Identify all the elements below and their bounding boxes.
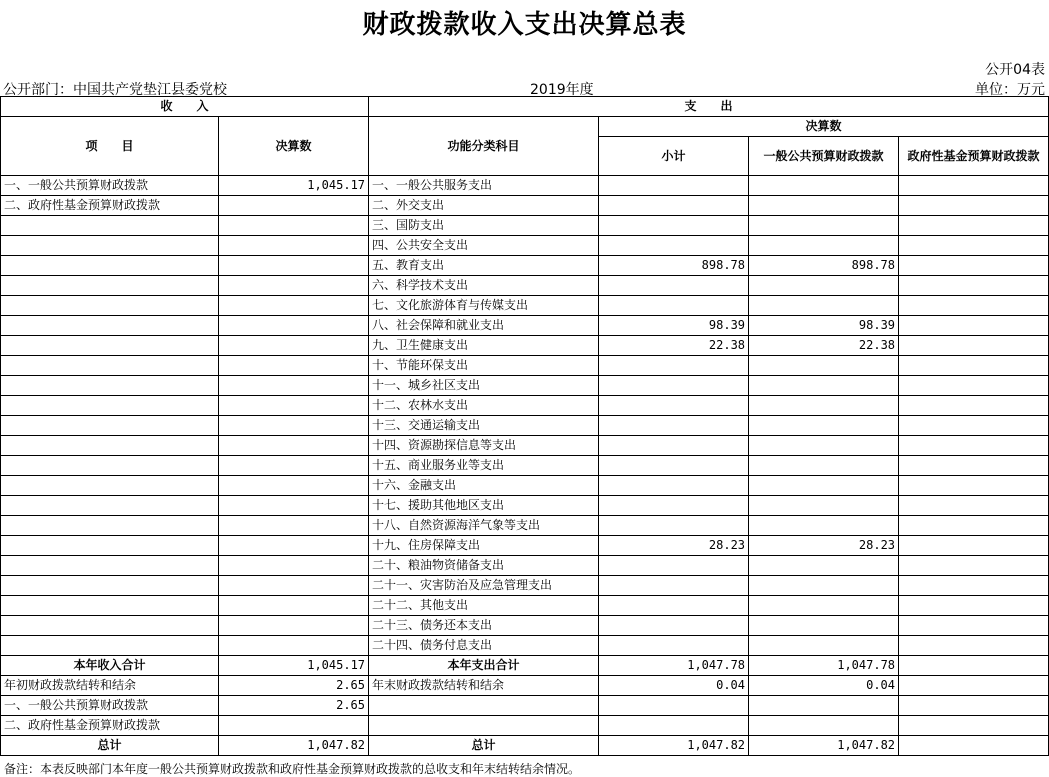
table-row bbox=[1, 256, 1049, 276]
general-budget-cell: 1,047.78 bbox=[749, 656, 899, 676]
subtotal-cell: 0.04 bbox=[599, 676, 749, 696]
func-class-header: 功能分类科目 bbox=[369, 117, 599, 176]
income-item-cell: 本年收入合计 bbox=[1, 656, 219, 676]
income-amount-cell bbox=[219, 516, 369, 536]
income-amount-cell bbox=[219, 716, 369, 736]
general-budget-cell bbox=[749, 636, 899, 656]
income-amount-cell bbox=[219, 276, 369, 296]
general-budget-cell bbox=[749, 216, 899, 236]
income-amount-cell bbox=[219, 536, 369, 556]
gov-fund-header: 政府性基金预算财政拨款 bbox=[899, 137, 1049, 176]
income-item-cell bbox=[1, 256, 219, 276]
table-row bbox=[1, 556, 1049, 576]
income-item-cell bbox=[1, 396, 219, 416]
general-budget-cell bbox=[749, 556, 899, 576]
gov-fund-cell bbox=[899, 656, 1049, 676]
general-budget-cell bbox=[749, 576, 899, 596]
expense-item-cell: 一、一般公共服务支出 bbox=[369, 176, 599, 196]
table-row bbox=[1, 636, 1049, 656]
general-budget-cell bbox=[749, 296, 899, 316]
expense-item-cell: 二十一、灾害防治及应急管理支出 bbox=[369, 576, 599, 596]
income-amount-cell bbox=[219, 576, 369, 596]
subtotal-cell bbox=[599, 276, 749, 296]
income-amount-cell: 2.65 bbox=[219, 676, 369, 696]
income-item-cell bbox=[1, 436, 219, 456]
expense-item-cell: 总计 bbox=[369, 736, 599, 756]
income-amount-cell bbox=[219, 436, 369, 456]
expense-item-cell: 二十四、债务付息支出 bbox=[369, 636, 599, 656]
expense-item-cell: 五、教育支出 bbox=[369, 256, 599, 276]
income-item-cell bbox=[1, 216, 219, 236]
income-amount-cell bbox=[219, 456, 369, 476]
income-amount-cell bbox=[219, 636, 369, 656]
general-budget-cell bbox=[749, 396, 899, 416]
general-budget-cell: 1,047.82 bbox=[749, 736, 899, 756]
expense-item-cell: 十三、交通运输支出 bbox=[369, 416, 599, 436]
income-amount-cell bbox=[219, 216, 369, 236]
table-row bbox=[1, 336, 1049, 356]
expense-item-cell: 二十三、债务还本支出 bbox=[369, 616, 599, 636]
subtotal-cell bbox=[599, 456, 749, 476]
gov-fund-cell bbox=[899, 256, 1049, 276]
gov-fund-cell bbox=[899, 696, 1049, 716]
table-row bbox=[1, 576, 1049, 596]
gov-fund-cell bbox=[899, 236, 1049, 256]
expense-item-cell: 二十、粮油物资储备支出 bbox=[369, 556, 599, 576]
income-amount-cell bbox=[219, 236, 369, 256]
table-row bbox=[1, 416, 1049, 436]
gov-fund-cell bbox=[899, 376, 1049, 396]
expense-item-cell: 十四、资源勘探信息等支出 bbox=[369, 436, 599, 456]
subtotal-cell bbox=[599, 196, 749, 216]
expense-item-cell: 十九、住房保障支出 bbox=[369, 536, 599, 556]
general-budget-cell bbox=[749, 176, 899, 196]
gov-fund-cell bbox=[899, 676, 1049, 696]
expense-item-cell: 三、国防支出 bbox=[369, 216, 599, 236]
expense-item-cell: 十二、农林水支出 bbox=[369, 396, 599, 416]
income-item-cell bbox=[1, 576, 219, 596]
table-row bbox=[1, 216, 1049, 236]
income-item-cell bbox=[1, 476, 219, 496]
table-row bbox=[1, 696, 1049, 716]
income-item-cell: 二、政府性基金预算财政拨款 bbox=[1, 716, 219, 736]
expense-item-cell: 十八、自然资源海洋气象等支出 bbox=[369, 516, 599, 536]
subtotal-cell: 1,047.82 bbox=[599, 736, 749, 756]
general-budget-cell bbox=[749, 716, 899, 736]
income-amount-cell bbox=[219, 476, 369, 496]
table-row bbox=[1, 656, 1049, 676]
subtotal-cell bbox=[599, 236, 749, 256]
general-budget-cell: 98.39 bbox=[749, 316, 899, 336]
general-budget-cell bbox=[749, 276, 899, 296]
gov-fund-cell bbox=[899, 216, 1049, 236]
gov-fund-cell bbox=[899, 616, 1049, 636]
income-amount-cell: 1,047.82 bbox=[219, 736, 369, 756]
income-item-cell bbox=[1, 516, 219, 536]
subtotal-cell: 28.23 bbox=[599, 536, 749, 556]
income-amount-cell bbox=[219, 336, 369, 356]
general-budget-cell bbox=[749, 196, 899, 216]
table-row bbox=[1, 596, 1049, 616]
income-item-cell: 一、一般公共预算财政拨款 bbox=[1, 696, 219, 716]
subtotal-cell: 1,047.78 bbox=[599, 656, 749, 676]
table-row bbox=[1, 376, 1049, 396]
table-row bbox=[1, 296, 1049, 316]
income-item-cell bbox=[1, 556, 219, 576]
expense-item-cell: 年末财政拨款结转和结余 bbox=[369, 676, 599, 696]
expense-item-cell: 十一、城乡社区支出 bbox=[369, 376, 599, 396]
general-budget-cell: 22.38 bbox=[749, 336, 899, 356]
table-row bbox=[1, 716, 1049, 736]
expense-item-cell: 七、文化旅游体育与传媒支出 bbox=[369, 296, 599, 316]
subtotal-cell: 898.78 bbox=[599, 256, 749, 276]
subtotal-cell: 22.38 bbox=[599, 336, 749, 356]
gov-fund-cell bbox=[899, 276, 1049, 296]
unit-label: 单位：万元 bbox=[975, 82, 1045, 98]
gov-fund-cell bbox=[899, 356, 1049, 376]
expense-item-cell: 十七、援助其他地区支出 bbox=[369, 496, 599, 516]
expense-item-cell: 六、科学技术支出 bbox=[369, 276, 599, 296]
subtotal-cell bbox=[599, 496, 749, 516]
table-row bbox=[1, 476, 1049, 496]
income-amount-cell bbox=[219, 316, 369, 336]
gov-fund-cell bbox=[899, 196, 1049, 216]
subtotal-cell bbox=[599, 596, 749, 616]
gov-fund-cell bbox=[899, 436, 1049, 456]
table-row bbox=[1, 436, 1049, 456]
subtotal-cell bbox=[599, 416, 749, 436]
subtotal-cell bbox=[599, 176, 749, 196]
table-row bbox=[1, 676, 1049, 696]
expense-item-cell: 十五、商业服务业等支出 bbox=[369, 456, 599, 476]
gov-fund-cell bbox=[899, 176, 1049, 196]
income-item-cell: 年初财政拨款结转和结余 bbox=[1, 676, 219, 696]
subtotal-cell bbox=[599, 576, 749, 596]
income-amount-cell bbox=[219, 356, 369, 376]
gov-fund-cell bbox=[899, 496, 1049, 516]
table-row bbox=[1, 176, 1049, 196]
subtotal-cell bbox=[599, 216, 749, 236]
income-item-cell bbox=[1, 456, 219, 476]
gov-fund-cell bbox=[899, 336, 1049, 356]
income-item-cell bbox=[1, 296, 219, 316]
income-item-cell bbox=[1, 316, 219, 336]
expense-item-cell: 九、卫生健康支出 bbox=[369, 336, 599, 356]
expense-item-cell: 八、社会保障和就业支出 bbox=[369, 316, 599, 336]
income-item-cell bbox=[1, 236, 219, 256]
footnote: 备注：本表反映部门本年度一般公共预算财政拨款和政府性基金预算财政拨款的总收支和年末结转结余情况。 bbox=[4, 762, 581, 776]
income-item-cell bbox=[1, 536, 219, 556]
income-amount-cell bbox=[219, 616, 369, 636]
page-title: 财政拨款收入支出决算总表 bbox=[362, 10, 687, 40]
income-amount-cell: 1,045.17 bbox=[219, 176, 369, 196]
income-item-cell: 一、一般公共预算财政拨款 bbox=[1, 176, 219, 196]
subtotal-cell: 98.39 bbox=[599, 316, 749, 336]
table-row bbox=[1, 516, 1049, 536]
general-budget-cell: 0.04 bbox=[749, 676, 899, 696]
general-budget-cell: 28.23 bbox=[749, 536, 899, 556]
gov-fund-cell bbox=[899, 396, 1049, 416]
expense-item-cell: 十六、金融支出 bbox=[369, 476, 599, 496]
gov-fund-cell bbox=[899, 536, 1049, 556]
gov-fund-cell bbox=[899, 736, 1049, 756]
gov-fund-cell bbox=[899, 556, 1049, 576]
general-budget-cell bbox=[749, 496, 899, 516]
subtotal-cell bbox=[599, 716, 749, 736]
income-item-cell bbox=[1, 376, 219, 396]
income-amount-cell bbox=[219, 496, 369, 516]
income-amount-cell: 1,045.17 bbox=[219, 656, 369, 676]
general-budget-cell: 898.78 bbox=[749, 256, 899, 276]
subtotal-cell bbox=[599, 636, 749, 656]
subtotal-cell bbox=[599, 696, 749, 716]
expense-header: 支 出 bbox=[369, 97, 1049, 117]
subtotal-cell bbox=[599, 616, 749, 636]
gov-fund-cell bbox=[899, 716, 1049, 736]
general-budget-cell bbox=[749, 356, 899, 376]
table-row bbox=[1, 616, 1049, 636]
gov-fund-cell bbox=[899, 596, 1049, 616]
expense-item-cell: 二十二、其他支出 bbox=[369, 596, 599, 616]
department-label: 公开部门：中国共产党垫江县委党校 bbox=[3, 82, 227, 98]
income-item-cell bbox=[1, 416, 219, 436]
income-item-cell bbox=[1, 276, 219, 296]
income-amount-cell: 2.65 bbox=[219, 696, 369, 716]
income-item-cell bbox=[1, 616, 219, 636]
income-amount-cell bbox=[219, 416, 369, 436]
income-item-cell bbox=[1, 336, 219, 356]
expense-item-cell: 本年支出合计 bbox=[369, 656, 599, 676]
table-row bbox=[1, 456, 1049, 476]
general-budget-cell bbox=[749, 696, 899, 716]
item-header: 项 目 bbox=[1, 117, 219, 176]
general-budget-cell bbox=[749, 616, 899, 636]
year-label: 2019年度 bbox=[530, 82, 594, 98]
income-item-cell: 总计 bbox=[1, 736, 219, 756]
general-budget-cell bbox=[749, 436, 899, 456]
income-header: 收 入 bbox=[1, 97, 369, 117]
general-budget-cell bbox=[749, 376, 899, 396]
subtotal-cell bbox=[599, 476, 749, 496]
gov-fund-cell bbox=[899, 296, 1049, 316]
general-budget-header: 一般公共预算财政拨款 bbox=[749, 137, 899, 176]
income-item-cell bbox=[1, 596, 219, 616]
general-budget-cell bbox=[749, 596, 899, 616]
income-amount-cell bbox=[219, 556, 369, 576]
income-amount-cell bbox=[219, 256, 369, 276]
gov-fund-cell bbox=[899, 476, 1049, 496]
subtotal-cell bbox=[599, 436, 749, 456]
income-item-cell: 二、政府性基金预算财政拨款 bbox=[1, 196, 219, 216]
expense-item-cell: 十、节能环保支出 bbox=[369, 356, 599, 376]
table-row bbox=[1, 736, 1049, 756]
general-budget-cell bbox=[749, 456, 899, 476]
table-row bbox=[1, 496, 1049, 516]
income-item-cell bbox=[1, 356, 219, 376]
income-item-cell bbox=[1, 496, 219, 516]
gov-fund-cell bbox=[899, 636, 1049, 656]
gov-fund-cell bbox=[899, 516, 1049, 536]
general-budget-cell bbox=[749, 416, 899, 436]
income-amount-cell bbox=[219, 196, 369, 216]
gov-fund-cell bbox=[899, 456, 1049, 476]
gov-fund-cell bbox=[899, 576, 1049, 596]
expense-item-cell: 二、外交支出 bbox=[369, 196, 599, 216]
subtotal-cell bbox=[599, 556, 749, 576]
expense-item-cell bbox=[369, 716, 599, 736]
amount-header: 决算数 bbox=[219, 117, 369, 176]
general-budget-cell bbox=[749, 516, 899, 536]
subtotal-cell bbox=[599, 296, 749, 316]
table-row bbox=[1, 276, 1049, 296]
general-budget-cell bbox=[749, 236, 899, 256]
table-row bbox=[1, 356, 1049, 376]
subtotal-header: 小计 bbox=[599, 137, 749, 176]
table-row bbox=[1, 536, 1049, 556]
subtotal-cell bbox=[599, 356, 749, 376]
income-amount-cell bbox=[219, 596, 369, 616]
table-row bbox=[1, 396, 1049, 416]
form-number: 公开04表 bbox=[985, 62, 1045, 78]
subtotal-cell bbox=[599, 376, 749, 396]
income-amount-cell bbox=[219, 296, 369, 316]
income-amount-cell bbox=[219, 396, 369, 416]
general-budget-cell bbox=[749, 476, 899, 496]
subtotal-cell bbox=[599, 396, 749, 416]
income-amount-cell bbox=[219, 376, 369, 396]
table-row bbox=[1, 196, 1049, 216]
gov-fund-cell bbox=[899, 416, 1049, 436]
table-row bbox=[1, 316, 1049, 336]
final-amount-header: 决算数 bbox=[599, 117, 1049, 137]
subtotal-cell bbox=[599, 516, 749, 536]
expense-item-cell bbox=[369, 696, 599, 716]
gov-fund-cell bbox=[899, 316, 1049, 336]
table-row bbox=[1, 236, 1049, 256]
income-item-cell bbox=[1, 636, 219, 656]
budget-table bbox=[0, 96, 1049, 756]
expense-item-cell: 四、公共安全支出 bbox=[369, 236, 599, 256]
